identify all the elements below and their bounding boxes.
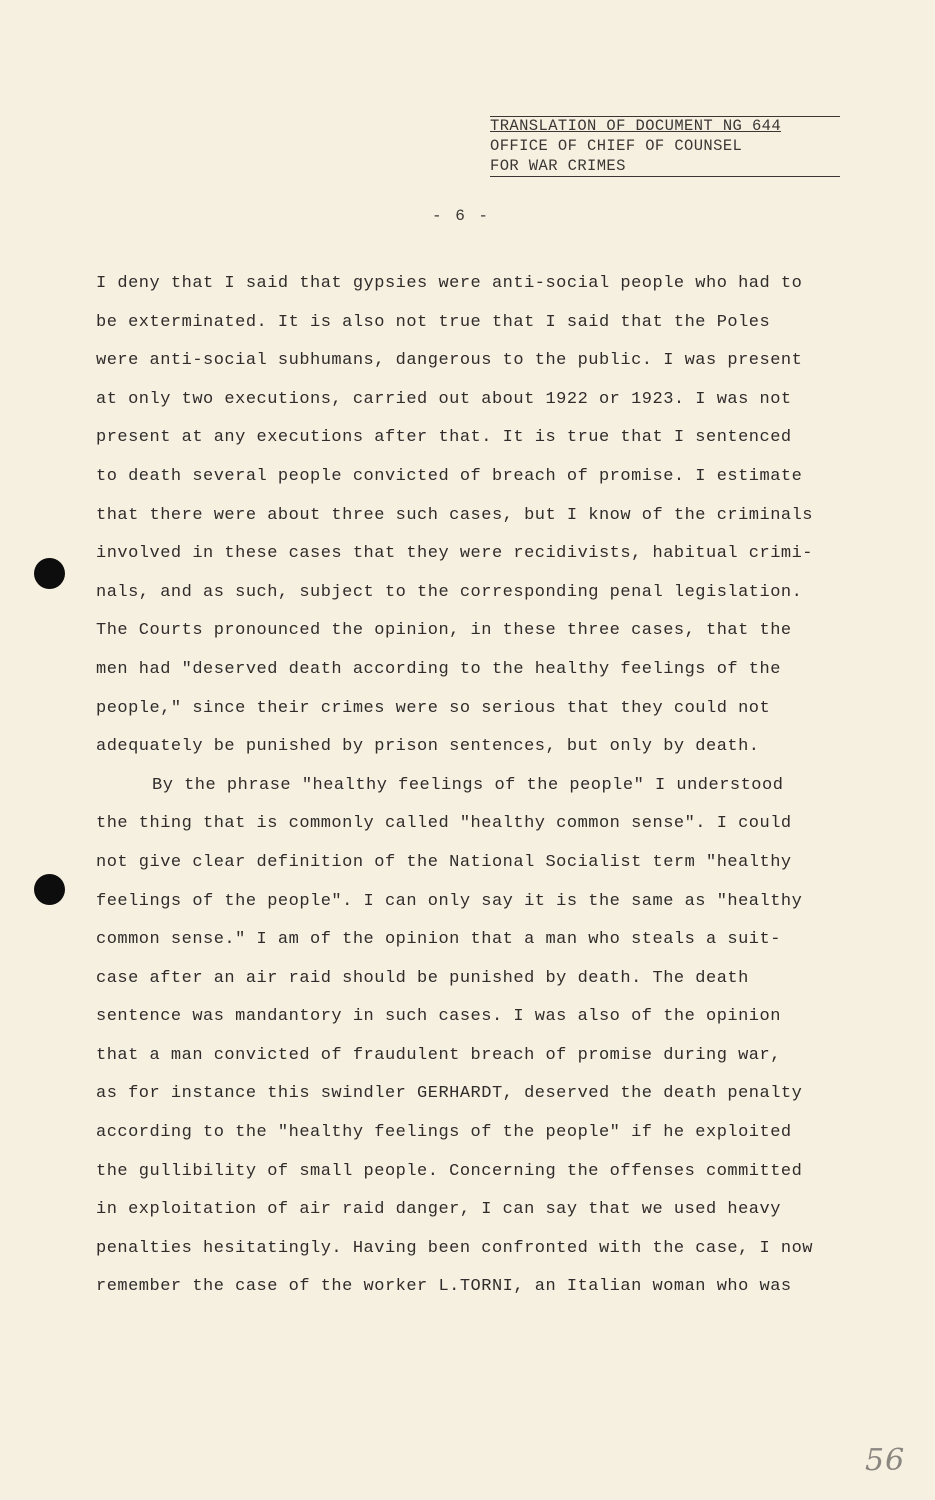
text-line: be exterminated. It is also not true that I said that the Poles xyxy=(96,312,771,332)
text-line: sentence was mandantory in such cases. I was also of the opinion xyxy=(96,1007,781,1027)
paragraph-2 xyxy=(96,767,871,1307)
text-line: not give clear definition of the National Socialist term "healthy xyxy=(96,852,792,872)
text-line: The Courts pronounced the opinion, in these three cases, that the xyxy=(96,621,792,641)
document-header xyxy=(490,116,840,176)
text-line: were anti-social subhumans, dangerous to the public. I was present xyxy=(96,351,803,371)
header-top-rule xyxy=(490,116,840,117)
text-line: penalties hesitatingly. Having been confronted with the case, I now xyxy=(96,1238,814,1258)
document-body xyxy=(96,265,871,1307)
text-line: in exploitation of air raid danger, I can say that we used heavy xyxy=(96,1200,781,1220)
text-line: By the phrase "healthy feelings of the people" I understood xyxy=(152,775,784,795)
folio-number: 56 xyxy=(865,1443,906,1478)
text-line: I deny that I said that gypsies were anti-social people who had to xyxy=(96,274,803,293)
page-marker: - 6 - xyxy=(432,207,491,225)
text-line: men had "deserved death according to the healthy feelings of the xyxy=(96,659,781,679)
text-line: feelings of the people". I can only say it is the same as "healthy xyxy=(96,891,803,911)
header-office-line: OFFICE OF CHIEF OF COUNSEL xyxy=(490,137,743,155)
text-line: at only two executions, carried out about 1922 or 1923. I was not xyxy=(96,389,792,409)
header-war-crimes-line: FOR WAR CRIMES xyxy=(490,156,840,176)
text-line: as for instance this swindler GERHARDT, deserved the death penalty xyxy=(96,1084,803,1104)
text-line: the thing that is commonly called "healthy common sense". I could xyxy=(96,814,792,834)
text-line: nals, and as such, subject to the corresponding penal legislation. xyxy=(96,582,803,602)
text-line: present at any executions after that. It is true that I sentenced xyxy=(96,428,792,448)
header-translation-line: TRANSLATION OF DOCUMENT NG 644 xyxy=(490,117,782,135)
text-line: adequately be punished by prison sentences, but only by death. xyxy=(96,737,760,757)
text-line: that a man convicted of fraudulent breach of promise during war, xyxy=(96,1045,781,1065)
text-line: that there were about three such cases, but I know of the criminals xyxy=(96,505,814,525)
punch-hole-lower xyxy=(34,874,65,905)
text-line: involved in these cases that they were recidivists, habitual crimi- xyxy=(96,544,814,564)
punch-hole-upper xyxy=(34,558,65,589)
text-line: people," since their crimes were so serious that they could not xyxy=(96,698,771,718)
text-line: to death several people convicted of breach of promise. I estimate xyxy=(96,466,803,486)
text-line: the gullibility of small people. Concerning the offenses committed xyxy=(96,1161,803,1181)
text-line: common sense." I am of the opinion that a man who steals a suit- xyxy=(96,930,781,950)
text-line: case after an air raid should be punished by death. The death xyxy=(96,968,749,988)
paragraph-1 xyxy=(96,265,871,767)
text-line: remember the case of the worker L.TORNI, an Italian woman who was xyxy=(96,1277,792,1297)
text-line: according to the "healthy feelings of the people" if he exploited xyxy=(96,1123,792,1143)
